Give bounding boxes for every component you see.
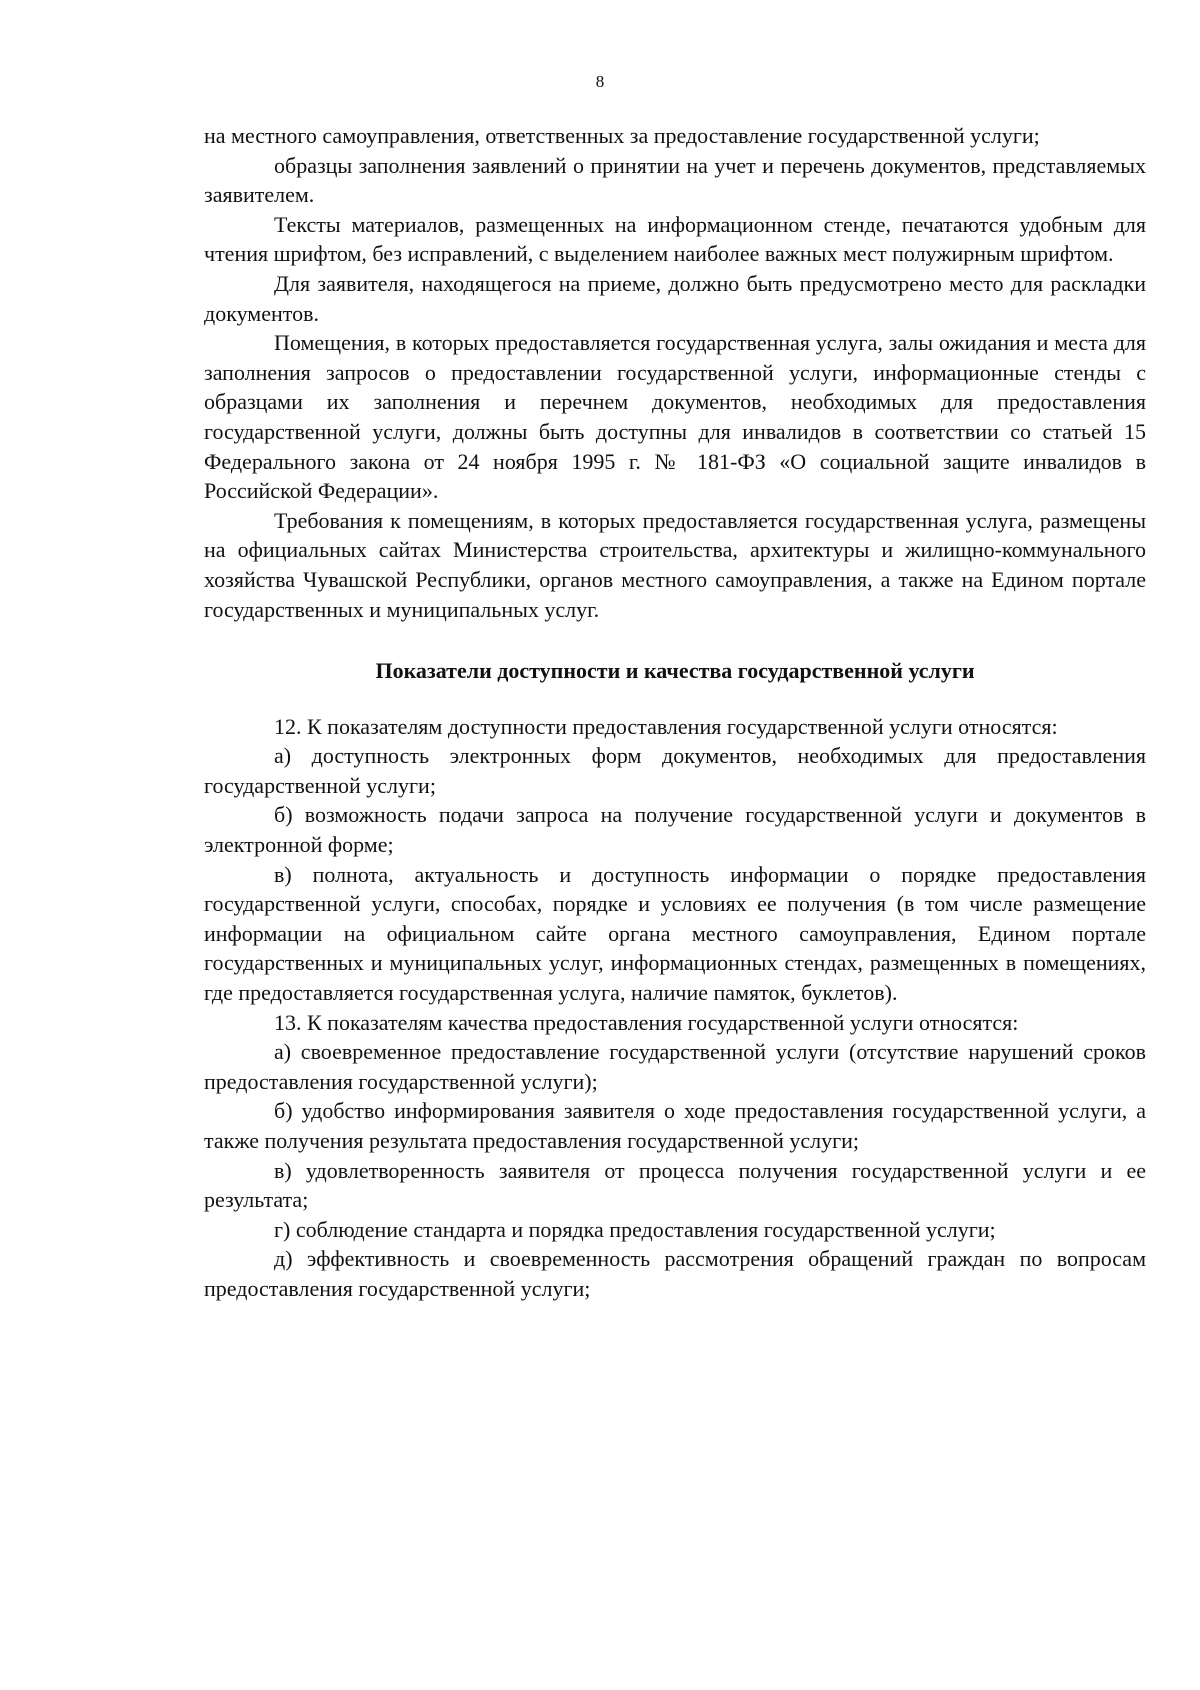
paragraph: образцы заполнения заявлений о принятии на учет и перечень документов, представляемых заявителем. [204,152,1146,208]
list-item: б) удобство информирования заявителя о ходе предоставления государственной услуги, а также получения результата предоставления государственной услуги; [204,1098,1146,1153]
paragraph: 13. К показателям качества предоставления государственной услуги относятся: [274,1009,1019,1035]
document-body [204,121,1146,1304]
list-item: д) эффективность и своевременность рассмотрения обращений граждан по вопросам предоставления государственной услуги; [204,1246,1146,1301]
list-item: а) доступность электронных форм документов, необходимых для предоставления государственной услуги; [204,743,1146,798]
list-item: г) соблюдение стандарта и порядка предоставления государственной услуги; [274,1216,996,1242]
section-heading: Показатели доступности и качества государственной услуги [375,658,975,684]
list-item: в) полнота, актуальность и доступность информации о порядке предоставления государственной услуги, способах, порядке и условиях ее получения (в том числе размещение информации на официальном сайте органа местного самоуправления, Едином портале государственных и муниципальных услуг, информационных стендах, размещенных в помещениях, где предоставляется государственная услуга, наличие памяток, буклетов). [204,861,1146,1006]
page-number: 8 [595,72,605,91]
list-item: а) своевременное предоставление государственной услуги (отсутствие нарушений сроков предоставления государственной услуги); [204,1039,1146,1094]
paragraph: Требования к помещениям, в которых предоставляется государственная услуга, размещены на официальных сайтах Министерства строительства, архитектуры и жилищно-коммунального хозяйства Чувашской Республики, органов местного самоуправления, а также на Едином портале государственных и муниципальных услуг. [204,507,1146,622]
paragraph: Помещения, в которых предоставляется государственная услуга, залы ожидания и места для заполнения запросов о предоставлении государственной услуги, информационные стенды с образцами их заполнения и перечнем документов, необходимых для предоставления государственной услуги, должны быть доступны для инвалидов в соответствии со статьей 15 Федерального закона от 24 ноября 1995 г. № 181-ФЗ «О социальной защите инвалидов в Российской Федерации». [204,330,1146,504]
paragraph: Тексты материалов, размещенных на информационном стенде, печатаются удобным для чтения шрифтом, без исправлений, с выделением наиболее важных мест полужирным шрифтом. [204,211,1146,267]
list-item: в) удовлетворенность заявителя от процесса получения государственной услуги и ее результата; [204,1157,1146,1213]
paragraph-continuation: на местного самоуправления, ответственных за предоставление государственной услуги; [204,123,1040,148]
paragraph: Для заявителя, находящегося на приеме, должно быть предусмотрено место для раскладки документов. [204,270,1146,326]
paragraph: 12. К показателям доступности предоставления государственной услуги относятся: [274,713,1058,739]
list-item: б) возможность подачи запроса на получение государственной услуги и документов в электронной форме; [204,802,1146,858]
